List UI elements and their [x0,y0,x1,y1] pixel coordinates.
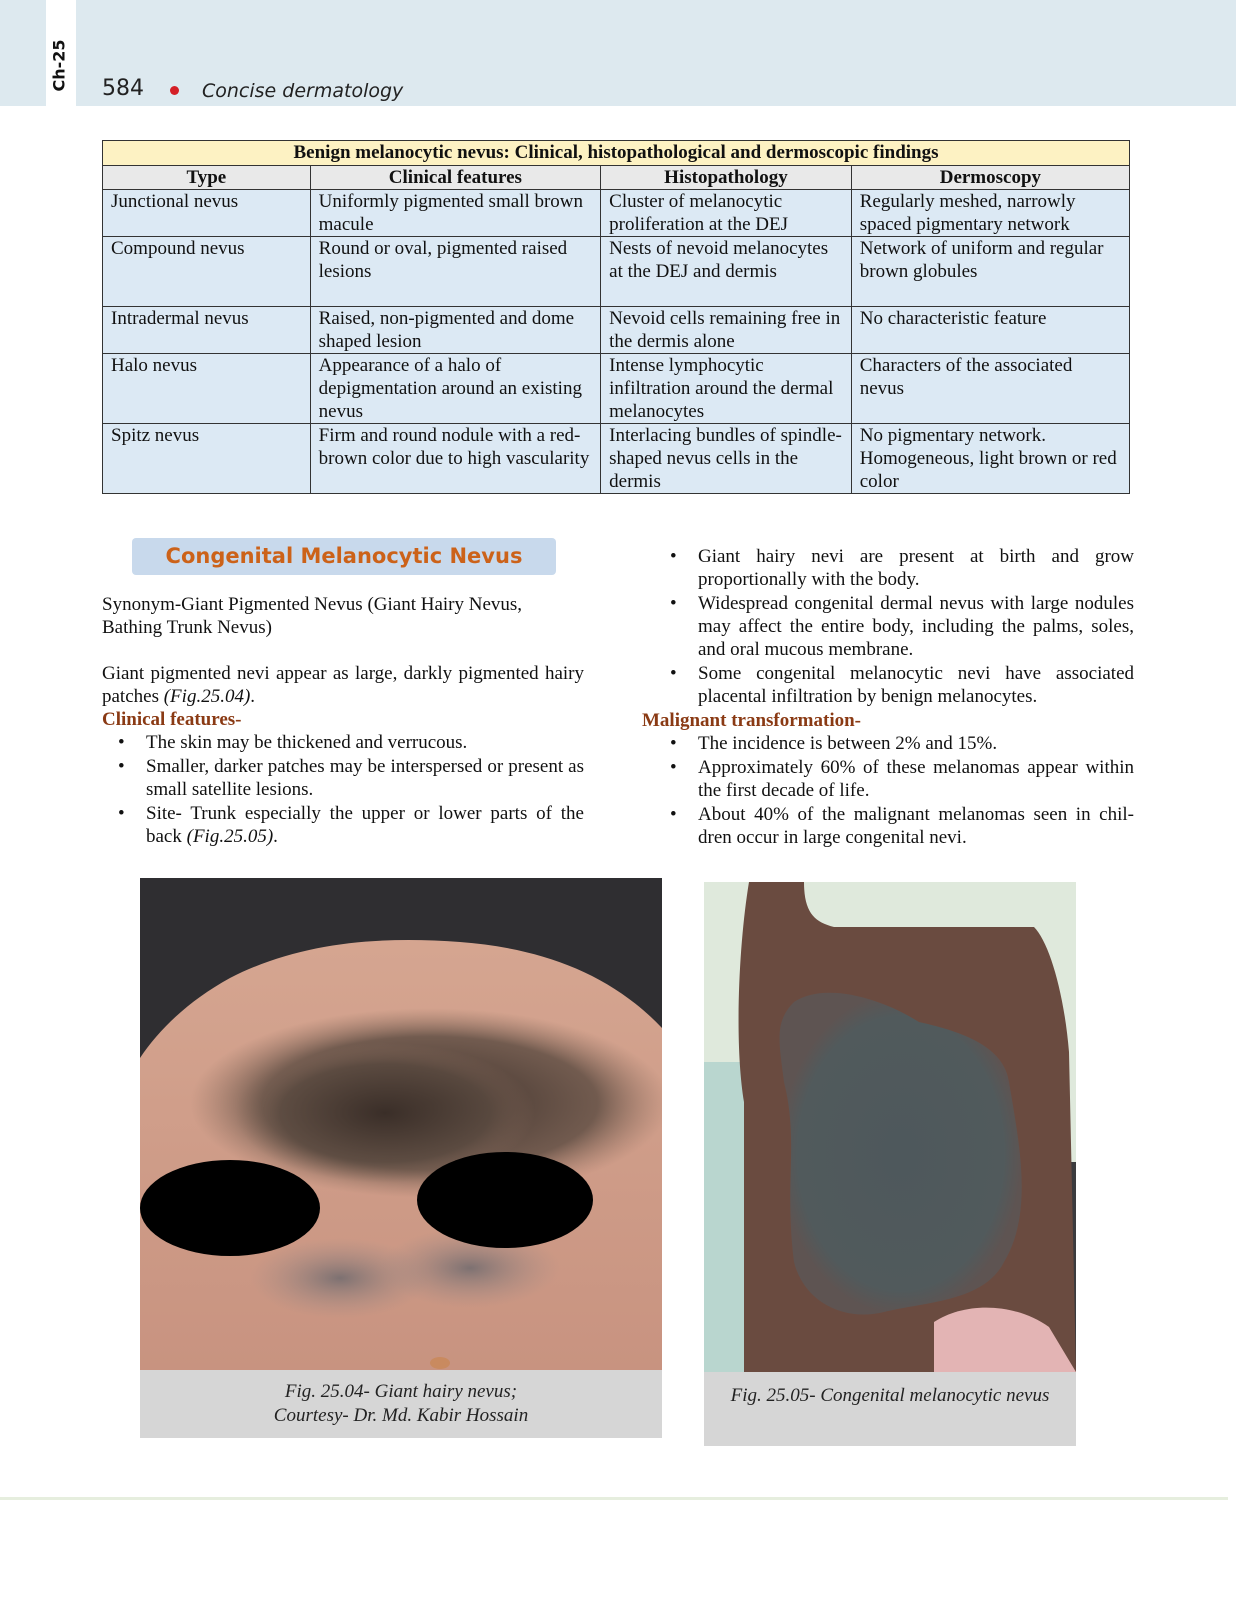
left-text-column [102,593,584,849]
table-cell: Appearance of a halo of depigmentation around an existing nevus [310,354,601,424]
list-item: • Approximately 60% of these melanomas appear within the first decade of life. [654,756,1134,802]
back-photo-illustration [704,882,1076,1372]
list-item: • About 40% of the malignant melanomas seen in chil-dren occur in large congenital nevi. [654,803,1134,849]
figure-caption-line: Fig. 25.05- Congenital melanocytic nevus [730,1385,1050,1406]
list-item [102,802,584,848]
intro-paragraph [102,662,584,708]
section-heading: Congenital Melanocytic Nevus [165,544,523,568]
figure-reference: (Fig.25.05) [186,826,274,847]
features-list [654,545,1134,708]
nevus-findings-table [102,140,1130,494]
table-cell: Interlacing bundles of spindle-shaped nevus cells in the dermis [601,424,852,494]
column-header-type: Type [103,166,311,190]
forehead-photo-illustration [140,878,662,1370]
table-cell: Nests of nevoid melanocytes at the DEJ and dermis [601,237,852,307]
list-item-end: . [273,826,278,847]
table-cell: Halo nevus [103,354,311,424]
table-row [103,237,1130,307]
table-cell: Firm and round nodule with a red-brown color due to high vascularity [310,424,601,494]
list-item: • Some congenital melanocytic nevi have associated placental infiltration by benign melanocytes. [654,662,1134,708]
list-item: • Giant hairy nevi are present at birth and grow proportionally with the body. [654,545,1134,591]
column-header-histopathology: Histopathology [601,166,852,190]
column-header-clinical: Clinical features [310,166,601,190]
table-cell: Spitz nevus [103,424,311,494]
figure-reference: (Fig.25.04) [163,686,251,707]
list-item: • The skin may be thickened and verrucous. [102,731,584,754]
intro-end: . [250,686,256,707]
table-cell: Characters of the associated nevus [851,354,1129,424]
list-item: • The incidence is between 2% and 15%. [654,732,1134,755]
right-text-column [642,545,1134,850]
table-cell: Intense lymphocytic infiltration around the dermal melanocytes [601,354,852,424]
table-row [103,354,1130,424]
table-cell: Round or oval, pigmented raised lesions [310,237,601,307]
clinical-features-heading: Clinical features- [102,709,242,730]
table-cell: Raised, non-pigmented and dome shaped lesion [310,307,601,354]
list-item: • Smaller, darker patches may be interspersed or present as small satellite lesions. [102,755,584,801]
table-row [103,190,1130,237]
column-header-dermoscopy: Dermoscopy [851,166,1129,190]
figure-caption-line: Courtesy- Dr. Md. Kabir Hossain [273,1405,529,1426]
page-header [0,0,1236,106]
figure-caption-line: Fig. 25.04- Giant hairy nevus; [284,1381,518,1402]
table-cell: No characteristic feature [851,307,1129,354]
table-cell: Regularly meshed, narrowly spaced pigmentary network [851,190,1129,237]
table-cell: Cluster of melanocytic proliferation at the DEJ [601,190,852,237]
table-cell: Compound nevus [103,237,311,307]
list-item-text: Site- Trunk especially the upper or lower parts of the back [146,803,584,847]
malignant-transformation-list [654,732,1134,849]
page-number: 584 [102,76,144,101]
table-row [103,307,1130,354]
figure-caption-25-05 [704,1372,1076,1446]
figure-congenital-nevus-photo [704,882,1076,1372]
table-cell: Uniformly pigmented small brown macule [310,190,601,237]
list-item: • Widespread congenital dermal nevus with large nodules may affect the entire body, including the palms, soles, and oral mucous membrane. [654,592,1134,661]
table-cell: No pigmentary network. Homogeneous, light brown or red color [851,424,1129,494]
footer-divider [0,1497,1228,1500]
clinical-features-list [102,731,584,848]
header-dot-icon [170,86,179,95]
malignant-transformation-heading: Malignant transformation- [642,710,862,731]
figure-giant-hairy-nevus-photo [140,878,662,1370]
table-cell: Intradermal nevus [103,307,311,354]
table-cell: Junctional nevus [103,190,311,237]
book-title: Concise dermatology [202,80,404,102]
chapter-tab-label: Ch-25 [49,39,69,92]
synonym-paragraph: Synonym-Giant Pigmented Nevus (Giant Hairy Nevus, Bathing Trunk Nevus) [102,594,523,638]
table-row [103,424,1130,494]
intro-text: Giant pigmented nevi appear as large, darkly pigmented hairy patches [102,663,584,707]
figure-caption-25-04 [140,1370,662,1438]
table-cell: Network of uniform and regular brown globules [851,237,1129,307]
table-title: Benign melanocytic nevus: Clinical, histopathological and dermoscopic findings [103,141,1130,166]
table-cell: Nevoid cells remaining free in the dermis alone [601,307,852,354]
